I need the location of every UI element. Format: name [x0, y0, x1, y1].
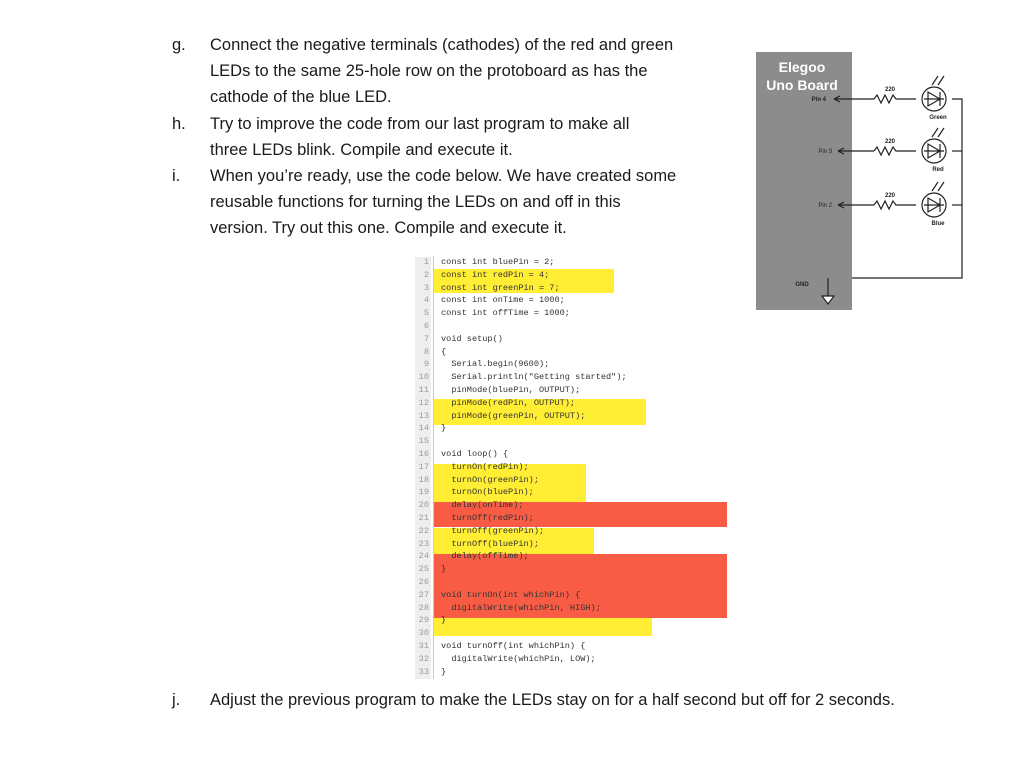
line-number: 19: [415, 487, 431, 500]
line-number: 8: [415, 347, 431, 360]
code-line: digitalWrite(whichPin, HIGH);: [441, 602, 601, 613]
line-number: 25: [415, 564, 431, 577]
step-line: reusable functions for turning the LEDs on and off in this: [210, 193, 621, 211]
line-number: 6: [415, 321, 431, 334]
code-line: delay(onTime);: [441, 500, 524, 511]
code-line: void turnOff(int whichPin) {: [441, 641, 586, 651]
code-line: Serial.println("Getting started");: [441, 372, 627, 383]
code-line: turnOn(greenPin);: [441, 474, 539, 485]
step-letter: g.: [172, 36, 186, 54]
code-line: pinMode(greenPin, OUTPUT);: [441, 410, 586, 421]
line-number: 12: [415, 398, 431, 411]
resistor-label: 220: [884, 139, 896, 145]
line-number: 29: [415, 615, 431, 628]
line-number: 21: [415, 513, 431, 526]
return-wire: [852, 99, 962, 278]
resistor-zigzag: [874, 95, 916, 103]
resistor-label: 220: [884, 87, 896, 93]
code-line: Serial.begin(9600);: [441, 359, 550, 370]
code-line: void setup(): [441, 333, 503, 344]
pin2-wire: [838, 202, 874, 208]
line-number: 20: [415, 500, 431, 513]
line-number: 27: [415, 590, 431, 603]
step-letter: j.: [172, 691, 181, 709]
line-number: 9: [415, 359, 431, 372]
line-number: 5: [415, 308, 431, 321]
line-number: 3: [415, 283, 431, 296]
pin-label: Pin 2: [818, 203, 832, 209]
code-line: const int bluePin = 2;: [441, 257, 555, 267]
line-number: 11: [415, 385, 431, 398]
step-line: Adjust the previous program to make the LEDs stay on for a half second but off for 2 seconds.: [210, 691, 895, 709]
code-line: turnOn(redPin);: [441, 461, 529, 472]
line-number: 7: [415, 334, 431, 347]
resistor-zigzag: [874, 201, 916, 209]
resistor-label: 220: [884, 193, 896, 199]
code-line: {: [441, 346, 447, 357]
step-line: Connect the negative terminals (cathodes) of the red and green: [210, 36, 674, 54]
led-label: Red: [932, 167, 944, 173]
line-number: 10: [415, 372, 431, 385]
line-number: 15: [415, 436, 431, 449]
code-line: turnOff(greenPin);: [441, 525, 545, 536]
step-line: When you’re ready, use the code below. We have created some: [210, 167, 677, 185]
line-number: 24: [415, 551, 431, 564]
line-number: 14: [415, 423, 431, 436]
code-listing: [415, 256, 755, 681]
line-number: 33: [415, 667, 431, 680]
board-title: Elegoo: [778, 59, 826, 75]
code-line: pinMode(bluePin, OUTPUT);: [441, 385, 581, 395]
step-line: version. Try out this one. Compile and execute it.: [210, 219, 567, 237]
led-label: Green: [929, 115, 947, 121]
step-letter: i.: [172, 167, 181, 185]
line-number: 2: [415, 270, 431, 283]
circuit-diagram: [756, 52, 966, 310]
line-number: 16: [415, 449, 431, 462]
code-line: }: [441, 423, 447, 434]
line-number: 1: [415, 257, 431, 270]
code-line: const int redPin = 4;: [441, 269, 550, 280]
led-green-icon: [922, 76, 946, 111]
code-line: turnOn(bluePin);: [441, 487, 534, 498]
step-line: LEDs to the same 25-hole row on the protoboard as has the: [210, 62, 648, 80]
line-number: 18: [415, 475, 431, 488]
code-line: pinMode(redPin, OUTPUT);: [441, 397, 576, 408]
resistor-zigzag: [874, 147, 916, 155]
line-number: 17: [415, 462, 431, 475]
pin-label: Pin 3: [818, 149, 832, 155]
pin-label: Pin 4: [811, 97, 826, 103]
code-line: digitalWrite(whichPin, LOW);: [441, 653, 596, 664]
line-number: 13: [415, 411, 431, 424]
line-number: 26: [415, 577, 431, 590]
code-line: }: [441, 615, 447, 626]
gnd-label: GND: [795, 282, 809, 288]
code-line: }: [441, 666, 447, 677]
step-letter: h.: [172, 115, 186, 133]
led-red-icon: [922, 128, 946, 163]
step-line: Try to improve the code from our last program to make all: [210, 115, 630, 133]
code-line: const int offTime = 1000;: [441, 308, 570, 319]
line-number: 23: [415, 539, 431, 552]
board-title: Uno Board: [766, 77, 838, 93]
line-number: 4: [415, 295, 431, 308]
step-line: cathode of the blue LED.: [210, 88, 392, 106]
code-line: const int greenPin = 7;: [441, 282, 560, 293]
led-blue-icon: [922, 182, 946, 217]
code-line: turnOff(bluePin);: [441, 538, 539, 549]
step-j: [172, 689, 895, 711]
line-number: 31: [415, 641, 431, 654]
step-line: three LEDs blink. Compile and execute it.: [210, 141, 513, 159]
line-number: 28: [415, 603, 431, 616]
line-number: 30: [415, 628, 431, 641]
pin3-wire: [838, 148, 874, 154]
code-line: delay(offTime);: [441, 551, 529, 562]
code-line: const int onTime = 1000;: [441, 295, 565, 306]
gutter-divider: [433, 256, 434, 679]
code-line: }: [441, 564, 447, 575]
code-line: void loop() {: [441, 449, 509, 459]
line-number: 22: [415, 526, 431, 539]
code-line: turnOff(redPin);: [441, 513, 534, 523]
led-label: Blue: [931, 221, 945, 227]
code-line: void turnOn(int whichPin) {: [441, 589, 581, 600]
line-number: 32: [415, 654, 431, 667]
